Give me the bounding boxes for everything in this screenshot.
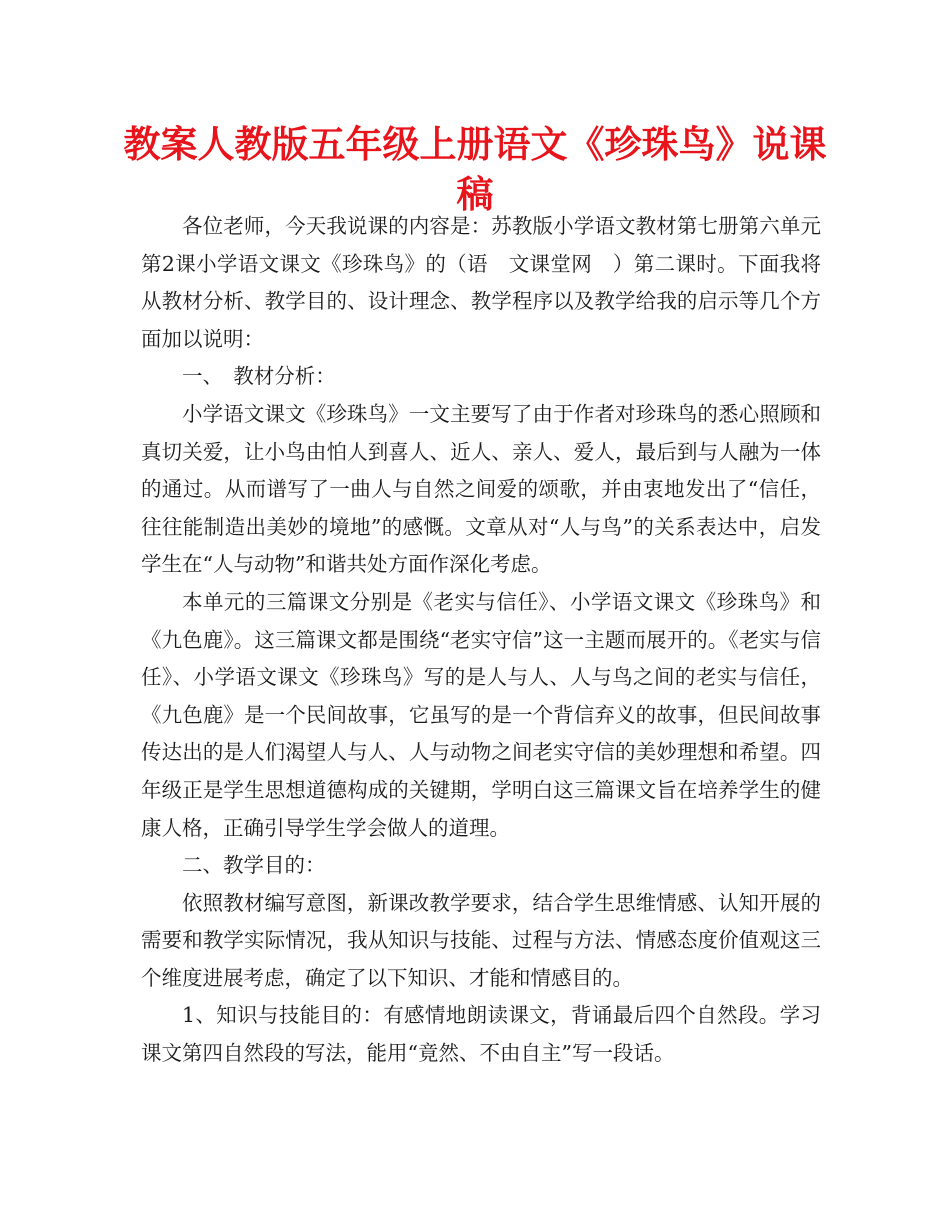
teaching-goals-paragraph: 依照教材编写意图，新课改教学要求，结合学生思维情感、认知开展的需要和教学实际情况，我从知识与技能、过程与方法、情感态度价值观这三个维度进展考虑，确定了以下知识、才能和情感目的。	[141, 890, 821, 990]
material-analysis-paragraph: 小学语文课文《珍珠鸟》一文主要写了由于作者对珍珠鸟的悉心照顾和真切关爱，让小鸟由怕人到喜人、近人、亲人、爱人，最后到与人融为一体的通过。从而谱写了一曲人与自然之间爱的颂歌，并由衷地发出了“信任，往往能制造出美妙的境地”的感慨。文章从对“人与鸟”的关系表达中，启发学生在“人与动物”和谐共处方面作深化考虑。	[141, 401, 821, 577]
document-title: 教案人教版五年级上册语文《珍珠鸟》说课稿	[123, 123, 827, 216]
intro-paragraph: 各位老师，今天我说课的内容是：苏教版小学语文教材第七册第六单元第2课小学语文课文《珍珠鸟》的（语 文课堂网 ）第二课时。下面我将从教材分析、教学目的、设计理念、教学程序以及教学给我的启示等几个方面加以说明：	[141, 214, 821, 351]
unit-overview-paragraph: 本单元的三篇课文分别是《老实与信任》、小学语文课文《珍珠鸟》和《九色鹿》。这三篇课文都是围绕“老实守信”这一主题而展开的。《老实与信任》、小学语文课文《珍珠鸟》写的是人与人、人与鸟之间的老实与信任，《九色鹿》是一个民间故事，它虽写的是一个背信弃义的故事，但民间故事传达出的是人们渴望人与人、人与动物之间老实守信的美妙理想和希望。四年级正是学生思想道德构成的关键期，学明白这三篇课文旨在培养学生的健康人格，正确引导学生学会做人的道理。	[141, 589, 821, 840]
knowledge-skill-goal-paragraph: 1、知识与技能目的：有感情地朗读课文，背诵最后四个自然段。学习课文第四自然段的写法，能用“竟然、不由自主”写一段话。	[141, 1003, 821, 1066]
document-body	[141, 208, 821, 1073]
section-heading-teaching-goals: 二、教学目的：	[182, 853, 326, 878]
section-heading-material-analysis: 一、 教材分析：	[182, 364, 336, 389]
